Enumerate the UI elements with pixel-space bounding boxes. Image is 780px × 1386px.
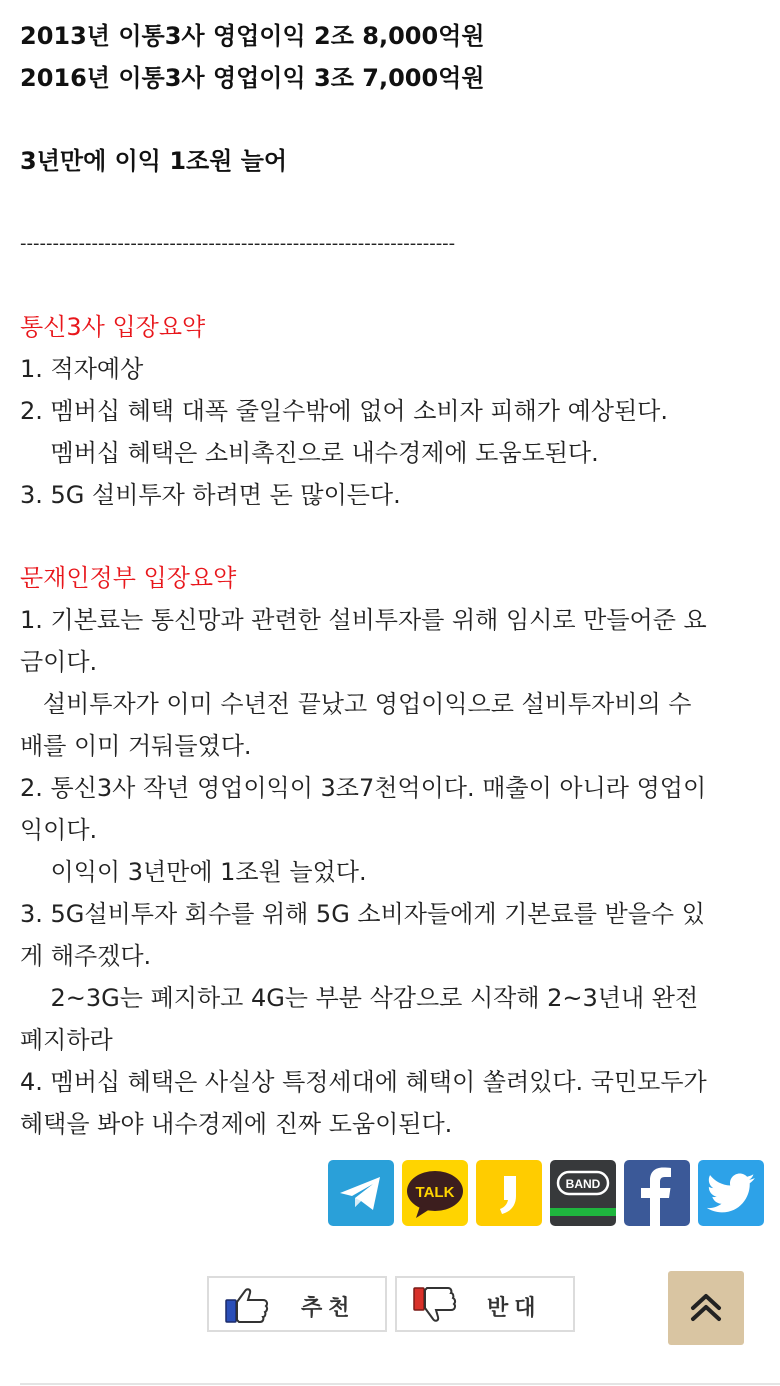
oppose-label: 반대 (487, 1296, 542, 1321)
govt-line: 혜택을 봐야 내수경제에 진짜 도움이된다. (20, 1110, 453, 1138)
band-label: BAND (565, 1177, 601, 1191)
govt-line: 4. 멤버십 혜택은 사실상 특정세대에 혜택이 쏠려있다. 국민모두가 (20, 1068, 707, 1096)
share-telegram-button[interactable] (328, 1160, 394, 1226)
facebook-icon (624, 1160, 690, 1226)
govt-line: 배를 이미 거둬들였다. (20, 732, 252, 760)
double-chevron-up-icon (668, 1271, 744, 1345)
govt-line: 2~3G는 폐지하고 4G는 부분 삭감으로 시작해 2~3년내 완전 (20, 984, 699, 1012)
twitter-icon (698, 1160, 764, 1226)
govt-line: 금이다. (20, 648, 98, 676)
telecom-heading: 통신3사 입장요약 (20, 313, 206, 341)
govt-line: 이익이 3년만에 1조원 늘었다. (20, 858, 367, 886)
govt-line: 게 해주겠다. (20, 942, 152, 970)
govt-heading: 문재인정부 입장요약 (20, 564, 237, 592)
telegram-icon (328, 1160, 394, 1226)
thumbs-up-icon (223, 1286, 271, 1324)
govt-line: 2. 통신3사 작년 영업이익이 3조7천억이다. 매출이 아니라 영업이 (20, 774, 707, 802)
recommend-label: 추천 (301, 1296, 356, 1321)
govt-line: 3. 5G설비투자 회수를 위해 5G 소비자들에게 기본료를 받을수 있 (20, 900, 705, 928)
share-twitter-button[interactable] (698, 1160, 764, 1226)
footer-divider (20, 1383, 780, 1385)
thumbs-down-icon (411, 1286, 459, 1324)
scroll-top-button[interactable] (668, 1271, 744, 1345)
telecom-line: 멤버십 혜택은 소비촉진으로 내수경제에 도움도된다. (20, 439, 599, 467)
headline-line: 2013년 이통3사 영업이익 2조 8,000억원 (20, 22, 485, 50)
separator-line: ------------------------------------------------------------------- (20, 233, 456, 254)
share-kakaostory-button[interactable] (476, 1160, 542, 1226)
oppose-button[interactable] (395, 1276, 575, 1332)
kakaotalk-label: TALK (415, 1184, 455, 1201)
headline-line: 2016년 이통3사 영업이익 3조 7,000억원 (20, 64, 485, 92)
share-band-button[interactable] (550, 1160, 616, 1226)
govt-line: 익이다. (20, 816, 98, 844)
kakaostory-icon (476, 1160, 542, 1226)
summary-line: 3년만에 이익 1조원 늘어 (20, 147, 288, 175)
telecom-line: 1. 적자예상 (20, 355, 144, 383)
telecom-line: 3. 5G 설비투자 하려면 돈 많이든다. (20, 481, 401, 509)
kakaotalk-icon (402, 1160, 468, 1226)
telecom-line: 2. 멤버십 혜택 대폭 줄일수밖에 없어 소비자 피해가 예상된다. (20, 397, 668, 425)
recommend-button[interactable] (207, 1276, 387, 1332)
govt-line: 폐지하라 (20, 1026, 113, 1054)
govt-line: 1. 기본료는 통신망과 관련한 설비투자를 위해 임시로 만들어준 요 (20, 606, 707, 634)
band-icon (550, 1160, 616, 1226)
share-bar (328, 1160, 764, 1226)
share-facebook-button[interactable] (624, 1160, 690, 1226)
share-kakaotalk-button[interactable] (402, 1160, 468, 1226)
govt-line: 설비투자가 이미 수년전 끝났고 영업이익으로 설비투자비의 수 (20, 690, 692, 718)
